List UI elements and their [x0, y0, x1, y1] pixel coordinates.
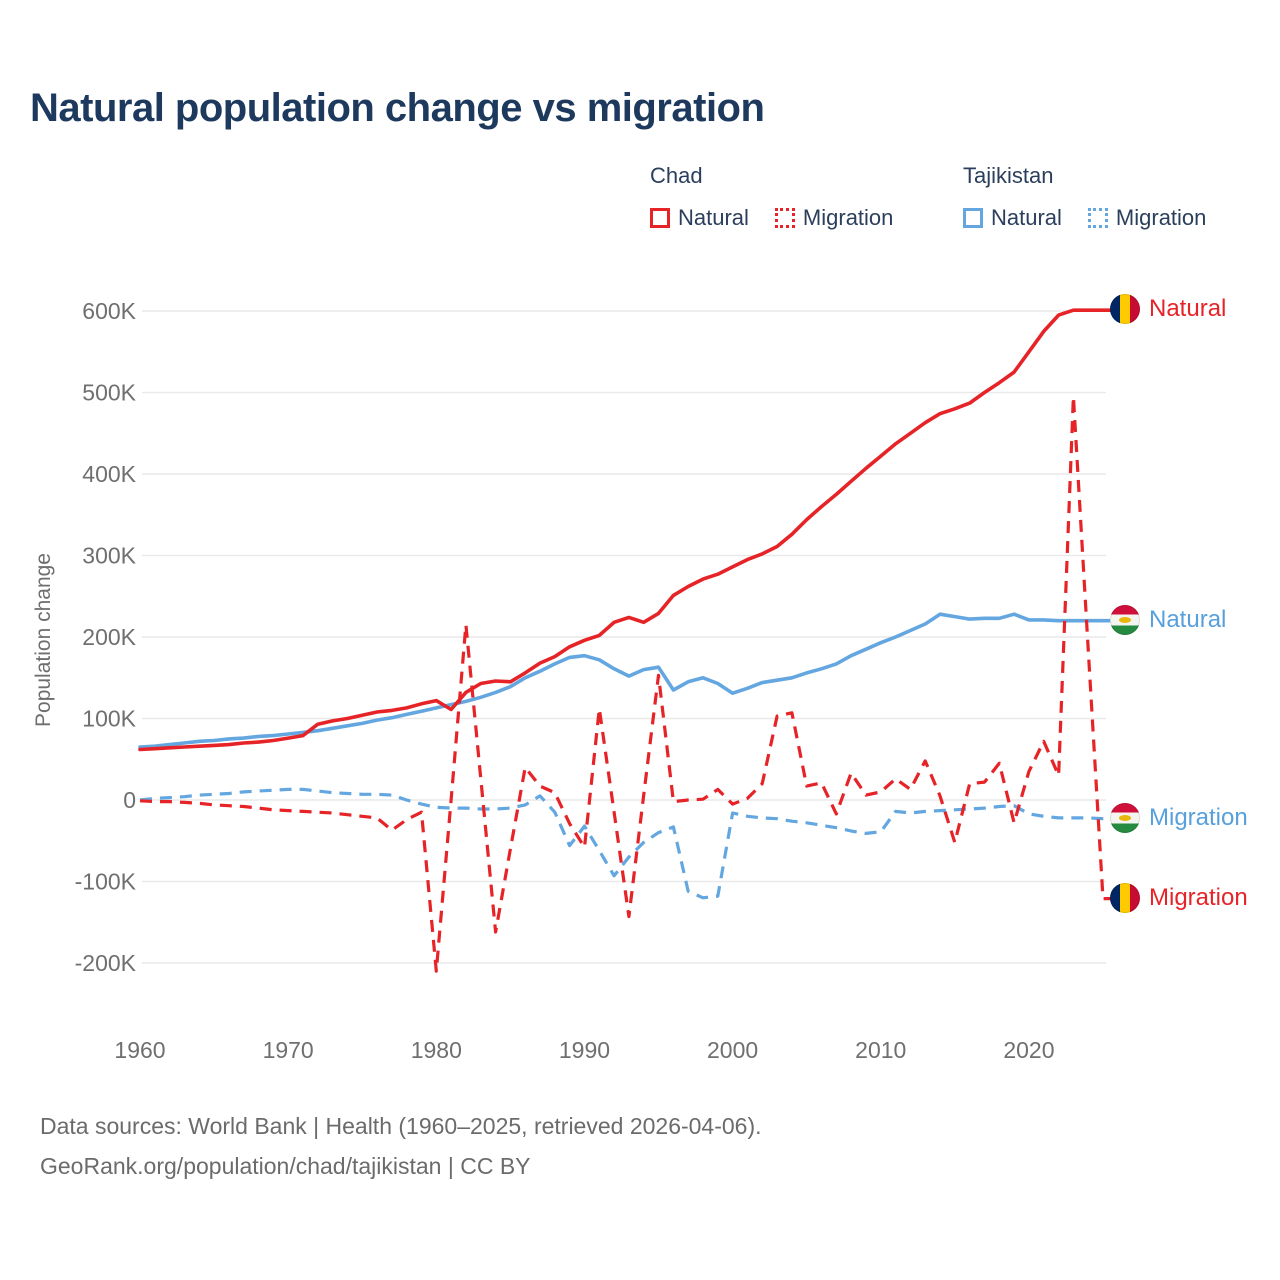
y-tick-label: 200K	[82, 624, 136, 650]
x-tick-label: 2020	[1003, 1037, 1055, 1063]
line-label-tajikistan-migration	[1110, 803, 1248, 833]
tajikistan-flag-icon	[1110, 605, 1140, 635]
x-tick-label: 2010	[855, 1037, 907, 1063]
chart-title: Natural population change vs migration	[30, 86, 765, 130]
y-axis-title: Population change	[32, 553, 55, 727]
y-tick-label: 500K	[82, 379, 136, 406]
legend-country-label-tajikistan: Tajikistan	[963, 163, 1054, 188]
line-label-text: Migration	[1149, 883, 1248, 911]
line-label-tajikistan-natural	[1110, 605, 1226, 635]
legend-item-label: Migration	[802, 205, 894, 230]
line-label-text: Migration	[1149, 803, 1248, 831]
legend-country-label-chad: Chad	[650, 163, 703, 188]
y-tick-label: 400K	[82, 461, 136, 487]
y-tick-label: 0	[123, 787, 136, 813]
series-line-tajikistan_natural[interactable]	[140, 614, 1118, 747]
line-label-text: Natural	[1149, 605, 1227, 633]
chad-flag-icon	[1110, 294, 1140, 324]
x-tick-label: 1980	[410, 1037, 462, 1063]
y-tick-label: -100K	[74, 868, 136, 895]
source-note	[40, 1106, 762, 1186]
series-line-chad_migration[interactable]	[140, 397, 1118, 972]
x-tick-label: 1960	[114, 1037, 166, 1063]
line-label-text: Natural	[1149, 295, 1227, 323]
legend-item-label: Natural	[678, 205, 749, 230]
y-tick-label: 100K	[82, 705, 136, 732]
tajikistan-flag-icon	[1110, 803, 1140, 833]
source-line-1: Data sources: World Bank | Health (1960–2025, retrieved 2026-04-06).	[40, 1113, 762, 1139]
y-tick-label: 300K	[82, 542, 136, 569]
line-label-chad-migration	[1110, 883, 1248, 913]
legend-item-label: Natural	[991, 205, 1062, 230]
chad-flag-icon	[1110, 883, 1140, 913]
source-line-2: GeoRank.org/population/chad/tajikistan | CC BY	[40, 1153, 531, 1179]
y-tick-label: -200K	[74, 950, 136, 976]
y-tick-label: 600K	[82, 298, 136, 324]
x-tick-label: 1970	[262, 1037, 314, 1063]
series-line-chad_natural[interactable]	[140, 310, 1118, 749]
x-tick-label: 2000	[707, 1037, 759, 1063]
line-label-chad-natural	[1110, 294, 1226, 324]
x-tick-label: 1990	[558, 1037, 611, 1063]
legend-item-label: Migration	[1115, 205, 1207, 230]
